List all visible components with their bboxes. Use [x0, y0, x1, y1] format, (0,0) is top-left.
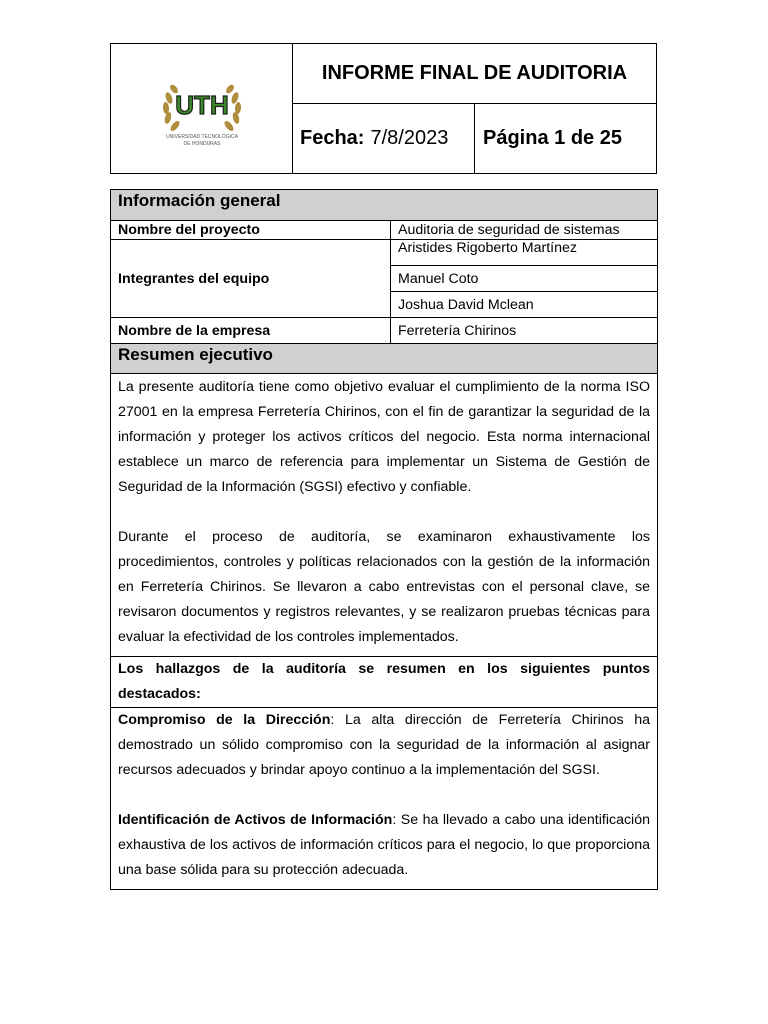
page-number: Página 1 de 25: [483, 127, 622, 149]
logo-cell: [111, 44, 293, 173]
project-label: Nombre del proyecto: [111, 221, 391, 239]
svg-text:DE HONDURAS: DE HONDURAS: [183, 141, 221, 147]
svg-text:UTH: UTH: [175, 90, 229, 120]
team-label: Integrantes del equipo: [111, 240, 391, 317]
finding-item: [118, 808, 650, 883]
row-company: [111, 318, 657, 344]
row-project: [111, 221, 657, 240]
date-label: Fecha:: [300, 127, 365, 149]
company-value: Ferretería Chirinos: [398, 322, 517, 339]
row-team: [111, 240, 657, 318]
project-value: Auditoria de seguridad de sistemas: [398, 222, 620, 238]
team-members: [391, 240, 657, 317]
paragraph-spacer: [118, 783, 650, 808]
report-header: [110, 43, 657, 174]
main-table: [110, 189, 658, 890]
team-member: Joshua David Mclean: [398, 296, 534, 313]
summary-paragraph: La presente auditoría tiene como objetivo evaluar el cumplimiento de la norma ISO 27001 en la empresa Ferretería Chirinos, con el fin de garantizar la seguridad de la información y proteger los activos críticos del negocio. Esta norma internacional establece un marco de referencia para implementar un Sistema de Gestión de Seguridad de la Información (SGSI) efectivo y confiable.: [118, 379, 650, 495]
team-member: Aristides Rigoberto Martínez: [391, 240, 657, 266]
report-date: [293, 104, 475, 173]
date-value: 7/8/2023: [370, 127, 449, 149]
section-heading-general: Información general: [111, 190, 657, 221]
finding-text: : La alta dirección de Ferretería Chirinos ha demostrado un sólido compromiso con la seguridad de la información al asignar recursos adecuados y brindar apoyo continuo a la implementación del SGSI.: [118, 712, 650, 778]
summary-paragraph: Durante el proceso de auditoría, se examinaron exhaustivamente los procedimientos, controles y políticas relacionados con la gestión de la información en Ferretería Chirinos. Se llevaron a cabo entrevistas con el personal clave, se revisaron documentos y registros relevantes, y se realizaron pruebas técnicas para evaluar la efectividad de los controles implementados.: [118, 529, 650, 645]
uth-logo: [157, 68, 247, 148]
finding-title: Identificación de Activos de Información: [118, 812, 393, 828]
summary-body: [111, 374, 657, 657]
paragraph-spacer: [118, 500, 650, 525]
finding-title: Compromiso de la Dirección: [118, 712, 331, 728]
report-title: INFORME FINAL DE AUDITORIA: [293, 44, 656, 104]
company-label: Nombre de la empresa: [111, 318, 391, 343]
section-heading-summary: Resumen ejecutivo: [111, 344, 657, 374]
findings-body: [111, 708, 657, 889]
svg-text:UNIVERSIDAD TECNOLÓGICA: UNIVERSIDAD TECNOLÓGICA: [166, 134, 238, 140]
findings-intro: Los hallazgos de la auditoría se resumen en los siguientes puntos destacados:: [111, 657, 657, 708]
team-member: Manuel Coto: [391, 266, 657, 292]
finding-text: : Se ha llevado a cabo una identificación exhaustiva de los activos de información críticos para el negocio, lo que proporciona una base sólida para su protección adecuada.: [118, 812, 650, 878]
finding-item: [118, 708, 650, 783]
